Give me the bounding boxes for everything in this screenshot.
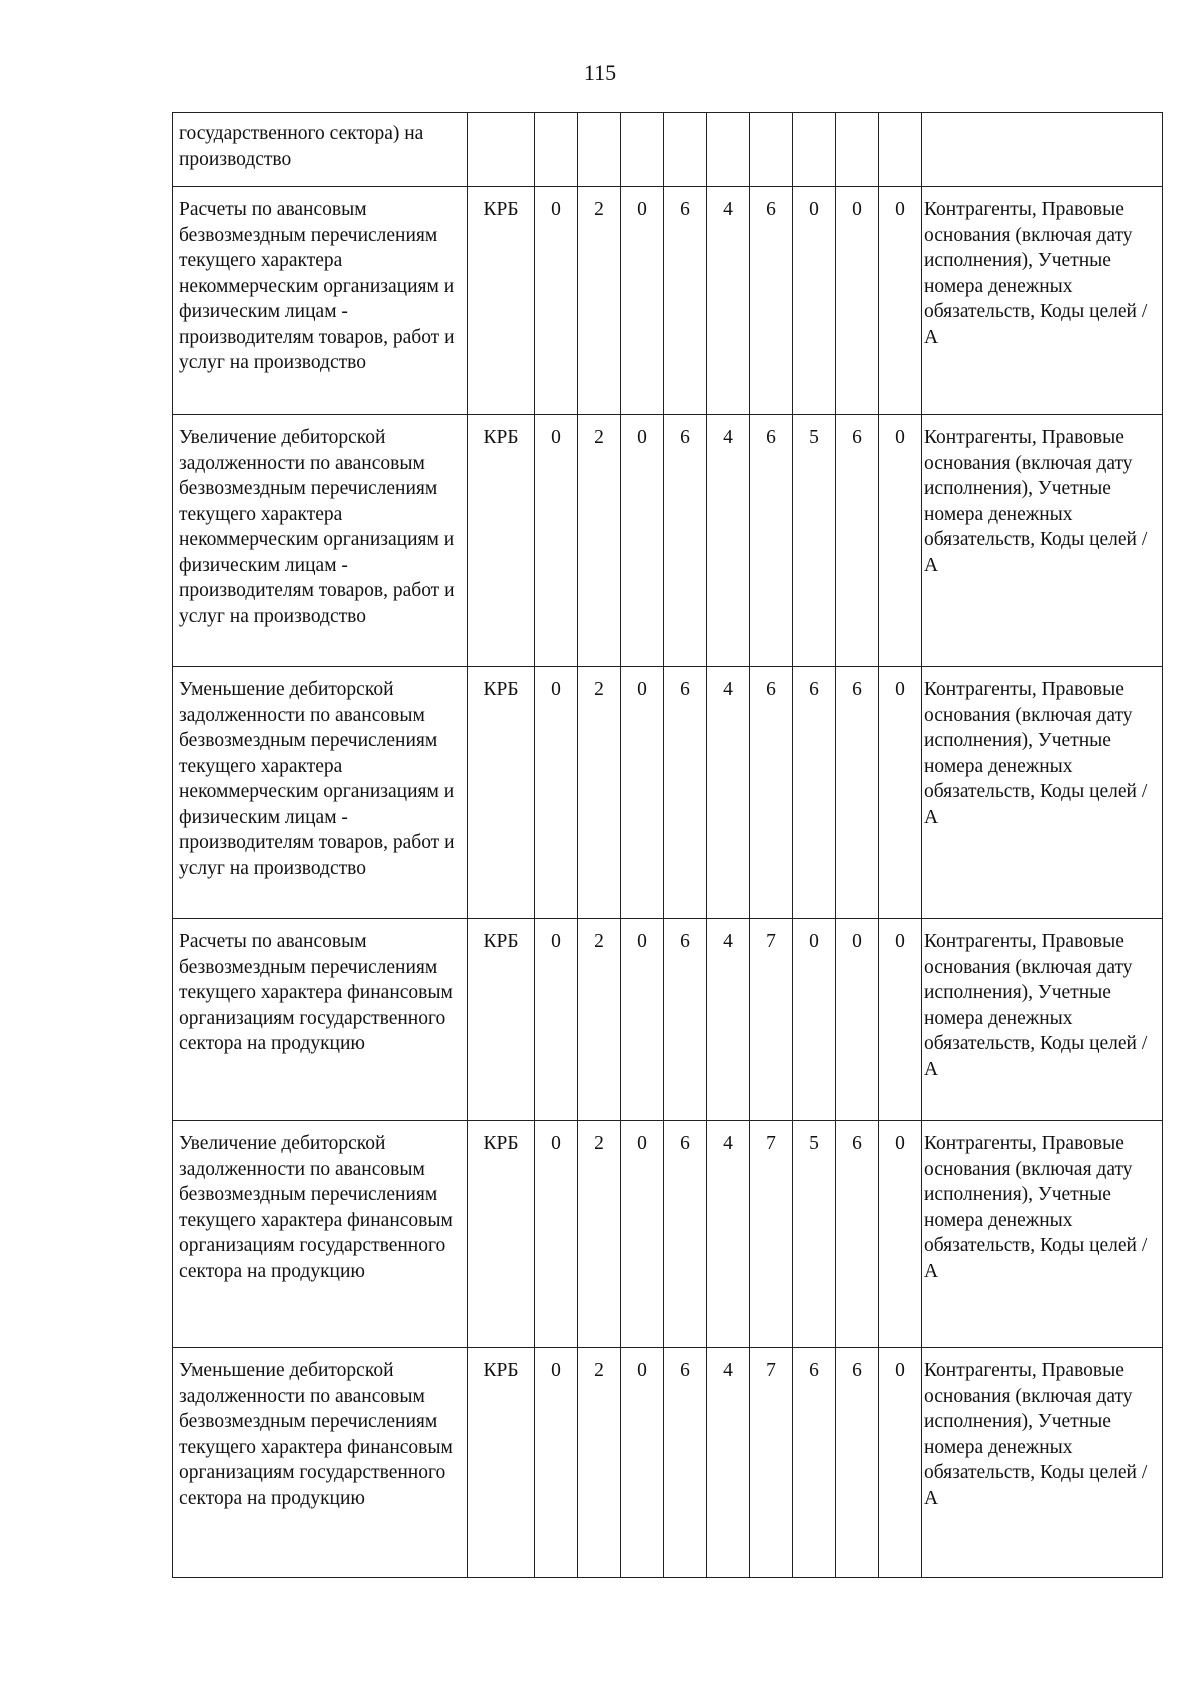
code-digit <box>535 113 578 187</box>
code-digit: 4 <box>707 667 750 919</box>
code-digit <box>793 113 836 187</box>
code-digit: 0 <box>621 667 664 919</box>
code-digit <box>879 113 922 187</box>
code-digit: 0 <box>535 187 578 415</box>
code-digit: 0 <box>535 919 578 1121</box>
account-name: государственного сектора) на производство <box>173 113 468 187</box>
table-row <box>173 1121 1163 1348</box>
code-digit <box>707 113 750 187</box>
code-digit: 0 <box>621 415 664 667</box>
code-digit <box>578 113 621 187</box>
code-digit: 6 <box>664 1348 707 1578</box>
code-digit: 6 <box>793 667 836 919</box>
analytics-attributes: Контрагенты, Правовые основания (включая дату исполнения), Учетные номера денежных обязательств, Коды целей /А <box>922 667 1163 919</box>
code-digit <box>836 113 879 187</box>
code-digit: 2 <box>578 415 621 667</box>
analytics-attributes: Контрагенты, Правовые основания (включая дату исполнения), Учетные номера денежных обязательств, Коды целей /А <box>922 1121 1163 1348</box>
code-digit: 0 <box>621 919 664 1121</box>
account-name: Расчеты по авансовым безвозмездным перечислениям текущего характера финансовым организациям государственного сектора на продукцию <box>173 919 468 1121</box>
code-digit: 0 <box>879 667 922 919</box>
code-digit: 2 <box>578 187 621 415</box>
code-digit: 6 <box>664 919 707 1121</box>
code-digit: 5 <box>793 1121 836 1348</box>
code-digit: 7 <box>750 1348 793 1578</box>
code-digit: 0 <box>535 667 578 919</box>
page-number: 115 <box>583 60 617 85</box>
code-digit: 0 <box>621 1121 664 1348</box>
code-digit: 2 <box>578 1348 621 1578</box>
code-digit: 0 <box>793 187 836 415</box>
analytics-attributes: Контрагенты, Правовые основания (включая дату исполнения), Учетные номера денежных обязательств, Коды целей /А <box>922 187 1163 415</box>
budget-code: КРБ <box>468 187 535 415</box>
table-row <box>173 667 1163 919</box>
table-row <box>173 187 1163 415</box>
account-name: Уменьшение дебиторской задолженности по авансовым безвозмездным перечислениям текущего характера финансовым организациям государственного сектора на продукцию <box>173 1348 468 1578</box>
code-digit: 6 <box>664 187 707 415</box>
code-digit: 4 <box>707 919 750 1121</box>
table-row <box>173 1348 1163 1578</box>
code-digit: 7 <box>750 919 793 1121</box>
code-digit: 0 <box>621 1348 664 1578</box>
budget-code: КРБ <box>468 1348 535 1578</box>
code-digit <box>664 113 707 187</box>
code-digit: 4 <box>707 1121 750 1348</box>
budget-code <box>468 113 535 187</box>
code-digit: 6 <box>836 667 879 919</box>
budget-code: КРБ <box>468 415 535 667</box>
code-digit: 0 <box>879 919 922 1121</box>
code-digit: 6 <box>793 1348 836 1578</box>
table-row <box>173 415 1163 667</box>
account-name: Уменьшение дебиторской задолженности по авансовым безвозмездным перечислениям текущего характера некоммерческим организациям и физическим лицам - производителям товаров, работ и услуг на производство <box>173 667 468 919</box>
account-name: Увеличение дебиторской задолженности по авансовым безвозмездным перечислениям текущего характера некоммерческим организациям и физическим лицам - производителям товаров, работ и услуг на производство <box>173 415 468 667</box>
code-digit: 0 <box>535 415 578 667</box>
budget-code: КРБ <box>468 667 535 919</box>
analytics-attributes: Контрагенты, Правовые основания (включая дату исполнения), Учетные номера денежных обязательств, Коды целей /А <box>922 415 1163 667</box>
analytics-attributes: Контрагенты, Правовые основания (включая дату исполнения), Учетные номера денежных обязательств, Коды целей /А <box>922 1348 1163 1578</box>
code-digit: 6 <box>664 667 707 919</box>
account-name: Увеличение дебиторской задолженности по авансовым безвозмездным перечислениям текущего характера финансовым организациям государственного сектора на продукцию <box>173 1121 468 1348</box>
analytics-attributes: Контрагенты, Правовые основания (включая дату исполнения), Учетные номера денежных обязательств, Коды целей /А <box>922 919 1163 1121</box>
code-digit: 6 <box>836 1348 879 1578</box>
code-digit: 2 <box>578 1121 621 1348</box>
code-digit: 4 <box>707 1348 750 1578</box>
code-digit: 5 <box>793 415 836 667</box>
code-digit: 0 <box>836 187 879 415</box>
analytics-attributes <box>922 113 1163 187</box>
code-digit: 6 <box>664 415 707 667</box>
code-digit: 0 <box>535 1348 578 1578</box>
code-digit: 2 <box>578 667 621 919</box>
table-body <box>173 113 1163 1578</box>
code-digit: 0 <box>879 1121 922 1348</box>
budget-code: КРБ <box>468 1121 535 1348</box>
code-digit: 6 <box>750 415 793 667</box>
code-digit: 0 <box>621 187 664 415</box>
budget-code: КРБ <box>468 919 535 1121</box>
code-digit: 6 <box>750 667 793 919</box>
code-digit: 6 <box>836 415 879 667</box>
table-row <box>173 919 1163 1121</box>
code-digit: 4 <box>707 415 750 667</box>
table-row <box>173 113 1163 187</box>
code-digit: 0 <box>535 1121 578 1348</box>
code-digit <box>750 113 793 187</box>
code-digit: 0 <box>836 919 879 1121</box>
account-name: Расчеты по авансовым безвозмездным перечислениям текущего характера некоммерческим организациям и физическим лицам - производителям товаров, работ и услуг на производство <box>173 187 468 415</box>
code-digit: 2 <box>578 919 621 1121</box>
code-digit: 0 <box>879 415 922 667</box>
code-digit: 0 <box>879 187 922 415</box>
code-digit: 4 <box>707 187 750 415</box>
code-digit: 6 <box>836 1121 879 1348</box>
code-digit: 0 <box>879 1348 922 1578</box>
code-digit: 6 <box>664 1121 707 1348</box>
code-digit <box>621 113 664 187</box>
accounts-table <box>172 112 1163 1578</box>
code-digit: 7 <box>750 1121 793 1348</box>
code-digit: 6 <box>750 187 793 415</box>
code-digit: 0 <box>793 919 836 1121</box>
